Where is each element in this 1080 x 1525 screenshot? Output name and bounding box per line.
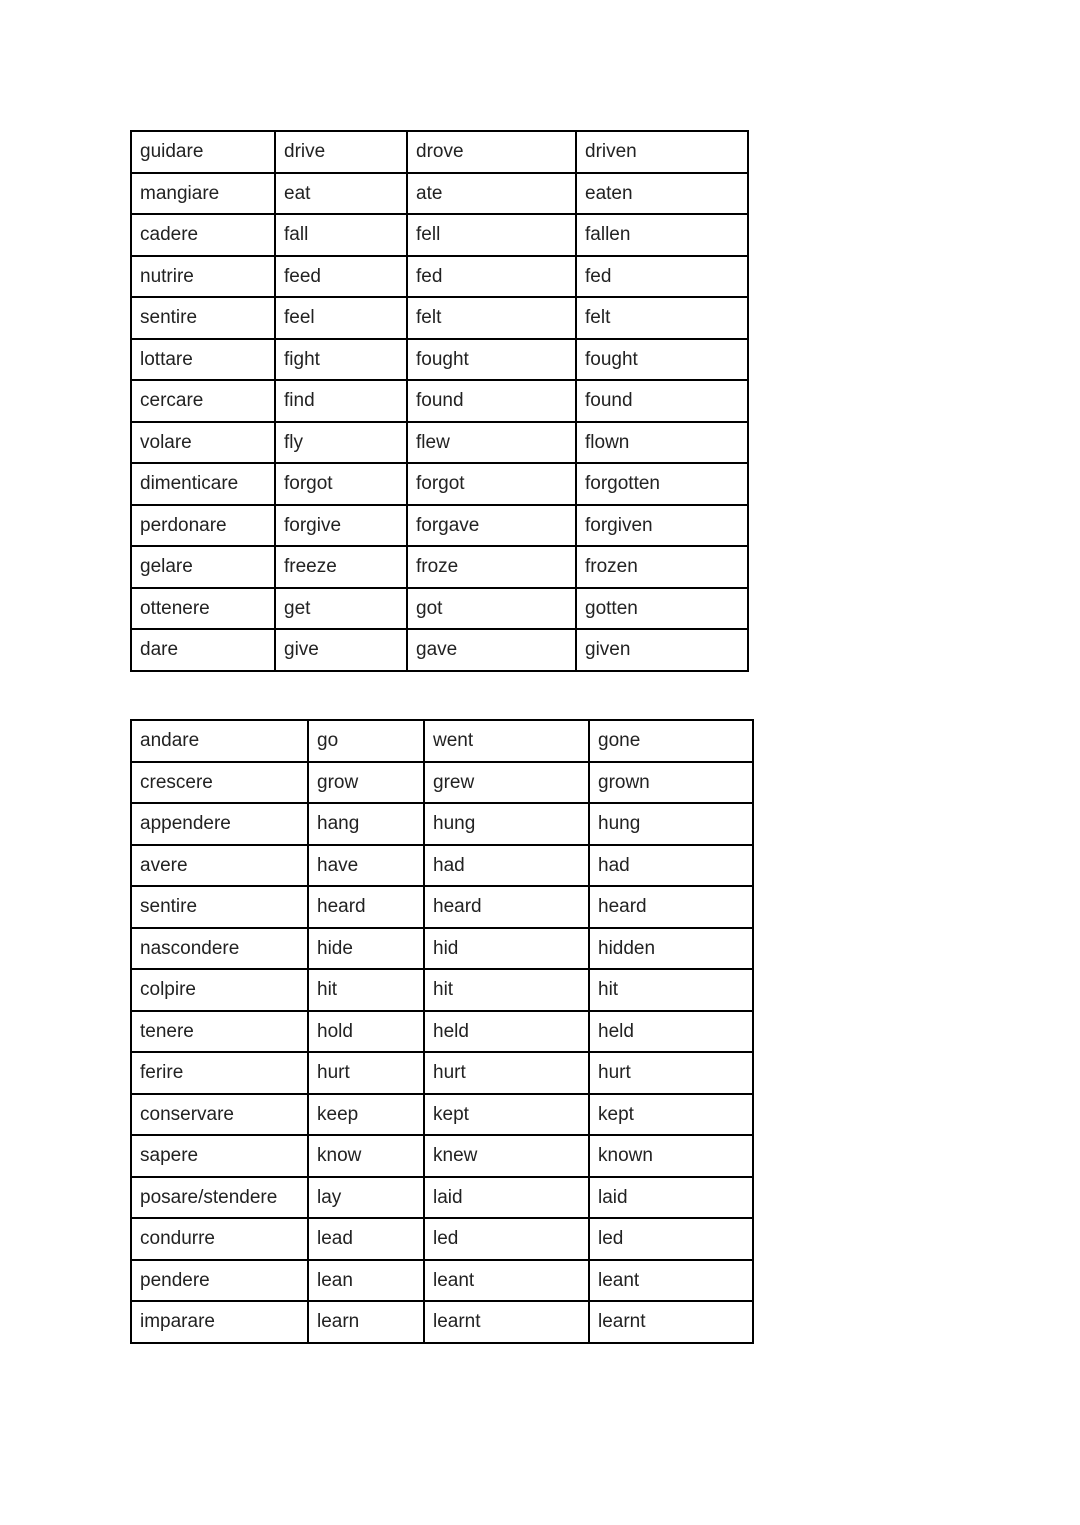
- table-row: [131, 588, 748, 630]
- italian-infinitive-cell: condurre: [131, 1218, 308, 1260]
- past-participle-cell: gotten: [576, 588, 748, 630]
- italian-infinitive-cell: colpire: [131, 969, 308, 1011]
- past-simple-cell: went: [424, 720, 589, 762]
- past-simple-cell: felt: [407, 297, 576, 339]
- verb-table-1-body: [131, 131, 748, 671]
- past-simple-cell: fed: [407, 256, 576, 298]
- italian-infinitive-cell: gelare: [131, 546, 275, 588]
- table-row: [131, 1135, 753, 1177]
- italian-infinitive-cell: cadere: [131, 214, 275, 256]
- past-simple-cell: hurt: [424, 1052, 589, 1094]
- table-row: [131, 173, 748, 215]
- past-participle-cell: found: [576, 380, 748, 422]
- past-participle-cell: gone: [589, 720, 753, 762]
- base-form-cell: hit: [308, 969, 424, 1011]
- italian-infinitive-cell: ottenere: [131, 588, 275, 630]
- past-simple-cell: hit: [424, 969, 589, 1011]
- italian-infinitive-cell: appendere: [131, 803, 308, 845]
- past-simple-cell: led: [424, 1218, 589, 1260]
- italian-infinitive-cell: avere: [131, 845, 308, 887]
- past-participle-cell: eaten: [576, 173, 748, 215]
- table-row: [131, 845, 753, 887]
- past-simple-cell: gave: [407, 629, 576, 671]
- italian-infinitive-cell: dimenticare: [131, 463, 275, 505]
- base-form-cell: freeze: [275, 546, 407, 588]
- past-participle-cell: grown: [589, 762, 753, 804]
- table-row: [131, 969, 753, 1011]
- base-form-cell: give: [275, 629, 407, 671]
- verb-table-2-body: [131, 720, 753, 1343]
- base-form-cell: lead: [308, 1218, 424, 1260]
- table-row: [131, 131, 748, 173]
- table-row: [131, 1177, 753, 1219]
- past-participle-cell: leant: [589, 1260, 753, 1302]
- table-row: [131, 505, 748, 547]
- table-row: [131, 297, 748, 339]
- past-participle-cell: had: [589, 845, 753, 887]
- base-form-cell: have: [308, 845, 424, 887]
- table-row: [131, 422, 748, 464]
- past-simple-cell: hung: [424, 803, 589, 845]
- table-row: [131, 803, 753, 845]
- italian-infinitive-cell: conservare: [131, 1094, 308, 1136]
- italian-infinitive-cell: tenere: [131, 1011, 308, 1053]
- past-simple-cell: forgot: [407, 463, 576, 505]
- italian-infinitive-cell: nutrire: [131, 256, 275, 298]
- past-simple-cell: kept: [424, 1094, 589, 1136]
- past-simple-cell: drove: [407, 131, 576, 173]
- past-participle-cell: hidden: [589, 928, 753, 970]
- past-participle-cell: forgiven: [576, 505, 748, 547]
- past-simple-cell: got: [407, 588, 576, 630]
- table-row: [131, 629, 748, 671]
- past-participle-cell: given: [576, 629, 748, 671]
- italian-infinitive-cell: sentire: [131, 297, 275, 339]
- base-form-cell: lay: [308, 1177, 424, 1219]
- table-row: [131, 928, 753, 970]
- base-form-cell: lean: [308, 1260, 424, 1302]
- past-simple-cell: heard: [424, 886, 589, 928]
- past-simple-cell: hid: [424, 928, 589, 970]
- italian-infinitive-cell: volare: [131, 422, 275, 464]
- past-participle-cell: frozen: [576, 546, 748, 588]
- past-simple-cell: ate: [407, 173, 576, 215]
- italian-infinitive-cell: pendere: [131, 1260, 308, 1302]
- base-form-cell: eat: [275, 173, 407, 215]
- base-form-cell: forgot: [275, 463, 407, 505]
- past-participle-cell: fallen: [576, 214, 748, 256]
- past-participle-cell: learnt: [589, 1301, 753, 1343]
- base-form-cell: find: [275, 380, 407, 422]
- past-simple-cell: froze: [407, 546, 576, 588]
- past-participle-cell: heard: [589, 886, 753, 928]
- italian-infinitive-cell: perdonare: [131, 505, 275, 547]
- italian-infinitive-cell: sentire: [131, 886, 308, 928]
- past-participle-cell: hit: [589, 969, 753, 1011]
- past-participle-cell: fought: [576, 339, 748, 381]
- italian-infinitive-cell: ferire: [131, 1052, 308, 1094]
- past-participle-cell: felt: [576, 297, 748, 339]
- base-form-cell: heard: [308, 886, 424, 928]
- past-simple-cell: fought: [407, 339, 576, 381]
- past-participle-cell: hung: [589, 803, 753, 845]
- italian-infinitive-cell: guidare: [131, 131, 275, 173]
- past-participle-cell: led: [589, 1218, 753, 1260]
- base-form-cell: know: [308, 1135, 424, 1177]
- italian-infinitive-cell: crescere: [131, 762, 308, 804]
- base-form-cell: get: [275, 588, 407, 630]
- base-form-cell: hang: [308, 803, 424, 845]
- italian-infinitive-cell: nascondere: [131, 928, 308, 970]
- past-simple-cell: fell: [407, 214, 576, 256]
- italian-infinitive-cell: andare: [131, 720, 308, 762]
- past-simple-cell: grew: [424, 762, 589, 804]
- italian-infinitive-cell: posare/stendere: [131, 1177, 308, 1219]
- table-row: [131, 1301, 753, 1343]
- past-simple-cell: leant: [424, 1260, 589, 1302]
- table-row: [131, 380, 748, 422]
- past-simple-cell: laid: [424, 1177, 589, 1219]
- past-participle-cell: driven: [576, 131, 748, 173]
- base-form-cell: go: [308, 720, 424, 762]
- base-form-cell: fly: [275, 422, 407, 464]
- past-simple-cell: forgave: [407, 505, 576, 547]
- base-form-cell: learn: [308, 1301, 424, 1343]
- past-participle-cell: laid: [589, 1177, 753, 1219]
- base-form-cell: fight: [275, 339, 407, 381]
- table-row: [131, 339, 748, 381]
- past-simple-cell: knew: [424, 1135, 589, 1177]
- table-row: [131, 1094, 753, 1136]
- table-row: [131, 463, 748, 505]
- past-simple-cell: learnt: [424, 1301, 589, 1343]
- past-participle-cell: held: [589, 1011, 753, 1053]
- past-participle-cell: hurt: [589, 1052, 753, 1094]
- table-row: [131, 546, 748, 588]
- base-form-cell: drive: [275, 131, 407, 173]
- italian-infinitive-cell: cercare: [131, 380, 275, 422]
- base-form-cell: hurt: [308, 1052, 424, 1094]
- base-form-cell: hold: [308, 1011, 424, 1053]
- table-row: [131, 1011, 753, 1053]
- base-form-cell: hide: [308, 928, 424, 970]
- base-form-cell: grow: [308, 762, 424, 804]
- italian-infinitive-cell: imparare: [131, 1301, 308, 1343]
- table-row: [131, 214, 748, 256]
- past-simple-cell: had: [424, 845, 589, 887]
- table-row: [131, 720, 753, 762]
- base-form-cell: feed: [275, 256, 407, 298]
- past-participle-cell: flown: [576, 422, 748, 464]
- verb-table-2: [130, 719, 754, 1344]
- past-simple-cell: found: [407, 380, 576, 422]
- table-row: [131, 1260, 753, 1302]
- past-participle-cell: fed: [576, 256, 748, 298]
- verb-table-1: [130, 130, 749, 672]
- italian-infinitive-cell: sapere: [131, 1135, 308, 1177]
- base-form-cell: forgive: [275, 505, 407, 547]
- table-row: [131, 256, 748, 298]
- table-row: [131, 762, 753, 804]
- italian-infinitive-cell: dare: [131, 629, 275, 671]
- past-simple-cell: held: [424, 1011, 589, 1053]
- base-form-cell: keep: [308, 1094, 424, 1136]
- table-row: [131, 886, 753, 928]
- base-form-cell: fall: [275, 214, 407, 256]
- table-row: [131, 1218, 753, 1260]
- table-row: [131, 1052, 753, 1094]
- base-form-cell: feel: [275, 297, 407, 339]
- past-participle-cell: known: [589, 1135, 753, 1177]
- past-participle-cell: forgotten: [576, 463, 748, 505]
- italian-infinitive-cell: lottare: [131, 339, 275, 381]
- italian-infinitive-cell: mangiare: [131, 173, 275, 215]
- past-participle-cell: kept: [589, 1094, 753, 1136]
- past-simple-cell: flew: [407, 422, 576, 464]
